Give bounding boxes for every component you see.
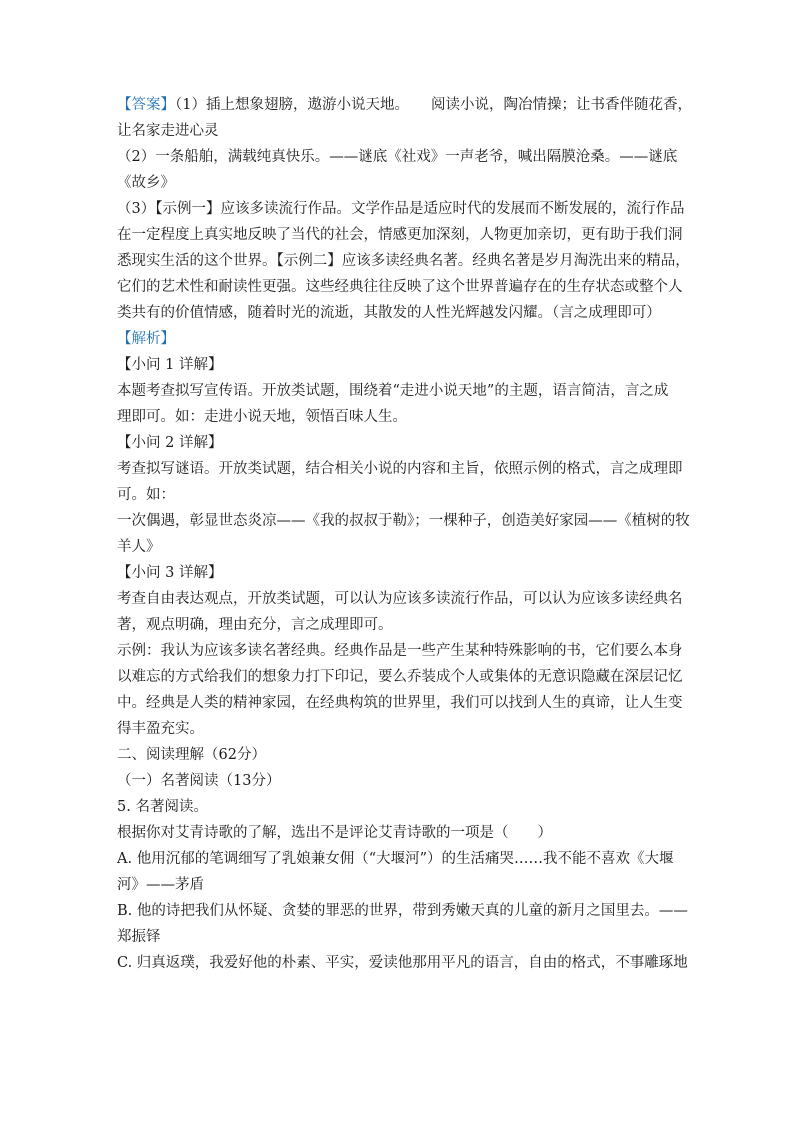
document-page	[117, 92, 692, 976]
analysis-text: 著，观点明确，理由充分，言之成理即可。	[117, 617, 393, 633]
option-a-cont: 河》——茅盾	[117, 877, 204, 893]
question-stem: 根据你对艾青诗歌的了解，选出不是评论艾青诗歌的一项是（ ）	[117, 825, 552, 841]
analysis-text: 中。经典是人类的精神家园，在经典构筑的世界里，我们可以找到人生的真谛，让人生变	[117, 695, 683, 711]
analysis-text: 理即可。如：走进小说天地，领悟百味人生。	[117, 409, 407, 425]
answer-line-4: 《故乡》	[117, 175, 175, 191]
analysis-text: 示例：我认为应该多读名著经典。经典作品是一些产生某种特殊影响的书，它们要么本身	[117, 643, 683, 659]
answer-line-3: （2）一条船舶，满载纯真快乐。——谜底《社戏》一声老爷，喊出隔膜沧桑。——谜底	[117, 149, 678, 165]
example-tag: 【示例一】	[155, 201, 221, 217]
option-b-cont: 郑振铎	[117, 929, 161, 945]
answer-line-8: 它们的艺术性和耐读性更强。这些经典往往反映了这个世界普遍存在的生存状态或整个人	[117, 279, 683, 295]
answer-line-5: （3）【示例一】应该多读流行作品。文学作品是适应时代的发展而不断发展的，流行作品	[117, 201, 685, 217]
answer-line-2: 让名家走进心灵	[117, 123, 219, 139]
analysis-text: 一次偶遇，彰显世态炎凉——《我的叔叔于勒》；一棵种子，创造美好家园——《植树的牧	[117, 513, 690, 529]
subsection-heading: （一）名著阅读（13分）	[117, 773, 281, 789]
analysis-text: 以难忘的方式给我们的想象力打下印记，要么乔装成个人或集体的无意识隐藏在深层记忆	[117, 669, 683, 685]
analysis-text: 得丰盈充实。	[117, 721, 204, 737]
subquestion-2-title: 【小问 2 详解】	[117, 435, 223, 451]
answer-line-6: 在一定程度上真实地反映了当代的社会，情感更加深刻，人物更加亲切，更有助于我们洞	[117, 227, 683, 243]
answer-line-1	[117, 92, 692, 118]
analysis-text: 考查自由表达观点，开放类试题，可以认为应该多读流行作品，可以认为应该多读经典名	[117, 591, 683, 607]
answer-tag: 【答案】	[117, 97, 175, 113]
subquestion-1-title: 【小问 1 详解】	[117, 357, 223, 373]
section-heading: 二、阅读理解（62分）	[117, 747, 266, 763]
analysis-text: 可。如：	[117, 487, 175, 503]
answer-line-9: 类共有的价值情感，随着时光的流逝，其散发的人性光辉越发闪耀。（言之成理即可）	[117, 305, 661, 321]
analysis-text: 羊人》	[117, 539, 161, 555]
analysis-tag: 【解析】	[117, 331, 175, 347]
answer-text: （1）插上想象翅膀，遨游小说天地。	[175, 97, 409, 113]
subquestion-3-title: 【小问 3 详解】	[117, 565, 223, 581]
option-c: C. 归真返璞，我爱好他的朴素、平实，爱读他那用平凡的语言，自由的格式，不事雕琢地	[117, 955, 688, 971]
answer-text: 阅读小说，陶冶情操；让书香伴随花香，	[430, 97, 692, 113]
answer-line-7: 悉现实生活的这个世界。【示例二】应该多读经典名著。经典名著是岁月淘洗出来的精品，	[117, 253, 690, 269]
option-b: B. 他的诗把我们从怀疑、贪婪的罪恶的世界，带到秀嫩天真的儿童的新月之国里去。——	[117, 903, 688, 919]
question-number: 5. 名著阅读。	[117, 799, 208, 815]
analysis-text: 本题考查拟写宣传语。开放类试题，围绕着“走进小说天地”的主题，语言简洁，言之成	[117, 383, 669, 399]
analysis-text: 考查拟写谜语。开放类试题，结合相关小说的内容和主旨，依照示例的格式，言之成理即	[117, 461, 683, 477]
option-a: A. 他用沉郁的笔调细写了乳娘兼女佣（“大堰河”）的生活痛哭……我不能不喜欢《大堰	[117, 851, 674, 867]
